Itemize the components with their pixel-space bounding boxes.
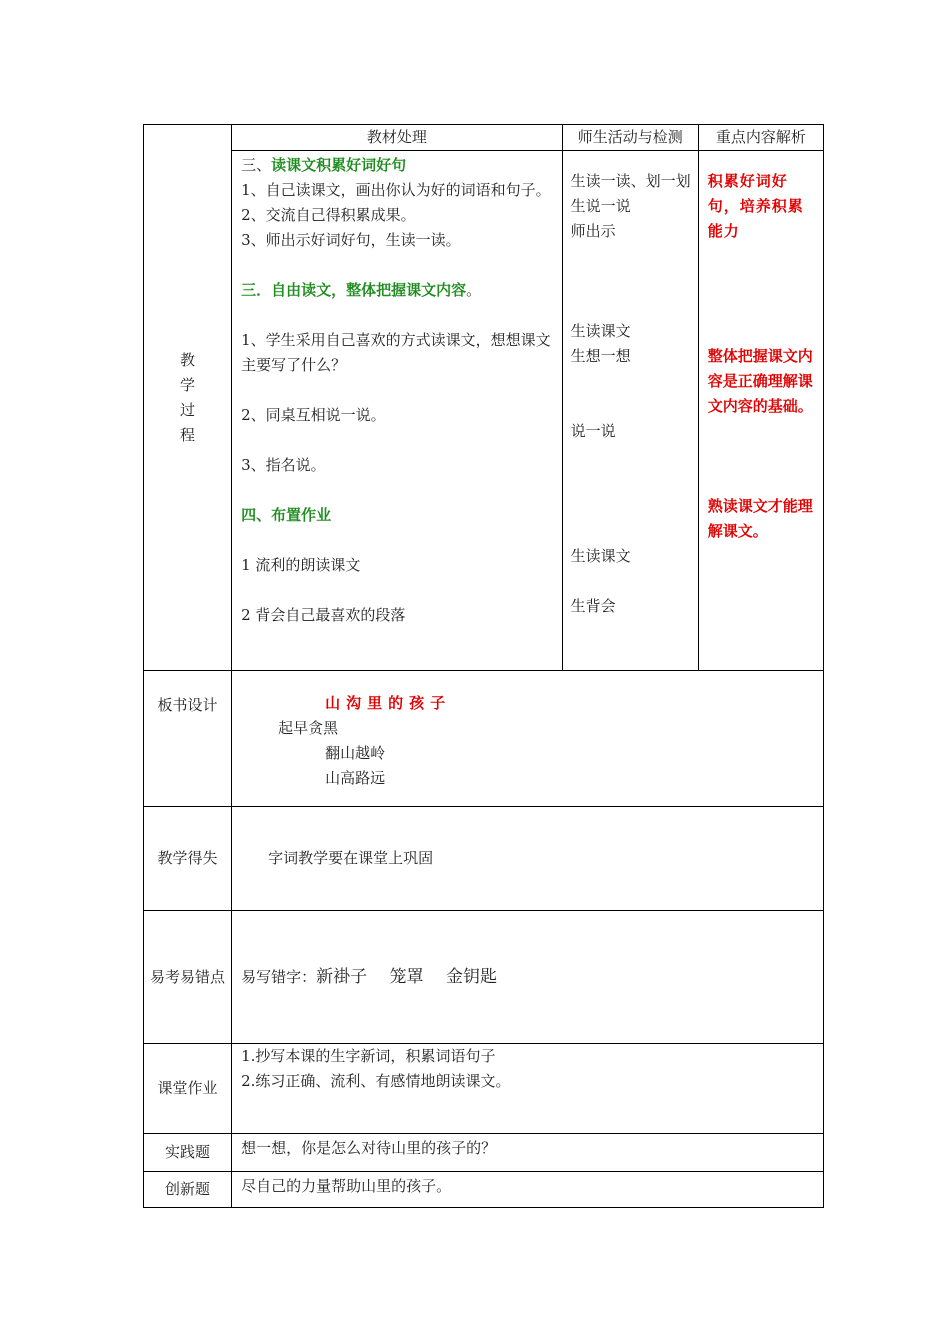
process-key-cell	[698, 151, 823, 671]
homework-content: 1.抄写本课的生字新词，积累词语句子 2.练习正确、流利、有感情地朗读课文。	[232, 1044, 824, 1134]
errors-content: 易写错字：新褂子 笼罩 金钥匙	[232, 911, 824, 1044]
header-row	[144, 125, 824, 151]
header-key: 重点内容解析	[698, 125, 823, 151]
board-title: 山沟里的孩子	[325, 694, 452, 712]
process-label: 教 学 过 程	[144, 125, 232, 671]
section-three-heading: 三、读课文积累好词好句	[241, 156, 407, 174]
practice-content: 想一想，你是怎么对待山里的孩子的？	[232, 1134, 824, 1172]
header-main: 教材处理	[232, 125, 562, 151]
reflection-label: 教学得失	[144, 807, 232, 911]
errors-row	[144, 911, 824, 1044]
board-content: 山沟里的孩子 起早贪黑 翻山越岭 山高路远	[232, 671, 824, 807]
homework-row	[144, 1044, 824, 1134]
errors-label: 易考易错点	[144, 911, 232, 1044]
board-label: 板书设计	[144, 671, 232, 807]
process-main-cell: 三、读课文积累好词好句 1、自己读课文，画出你认为好的词语和句子。 2、交流自己得积累成果。 3、师出示好词好句，生读一读。 三．自由读文，整体把握课文内容。 1、学生采用自己喜欢的方式读课文，想想课文主要写了什么？ 2、同桌互相说一说。 3、指名说。 四、布置作业 1 流利的朗读课文 2 背会自己最喜欢的段落	[232, 151, 562, 671]
process-row	[144, 151, 824, 671]
practice-row	[144, 1134, 824, 1172]
lesson-plan-table	[143, 124, 824, 1208]
innovation-content: 尽自己的力量帮助山里的孩子。	[232, 1172, 824, 1208]
innovation-label: 创新题	[144, 1172, 232, 1208]
key-point-2: 整体把握课文内容是正确理解课文内容的基础。	[707, 347, 813, 415]
key-point-3: 熟读课文才能理解课文。	[707, 497, 813, 540]
reflection-content: 字词教学要在课堂上巩固	[232, 807, 824, 911]
reflection-row	[144, 807, 824, 911]
homework-label: 课堂作业	[144, 1044, 232, 1134]
innovation-row	[144, 1172, 824, 1208]
key-point-1: 积累好词好句，培养积累能力	[707, 172, 804, 240]
practice-label: 实践题	[144, 1134, 232, 1172]
process-activity-cell: 生读一读、划一划 生说一说 师出示 生读课文 生想一想 说一说 生读课文 生背会	[562, 151, 698, 671]
board-row	[144, 671, 824, 807]
section-four-heading: 四、布置作业	[241, 506, 332, 524]
section-three-b-heading: 三．自由读文，整体把握课文内容。	[241, 281, 482, 299]
header-activity: 师生活动与检测	[562, 125, 698, 151]
